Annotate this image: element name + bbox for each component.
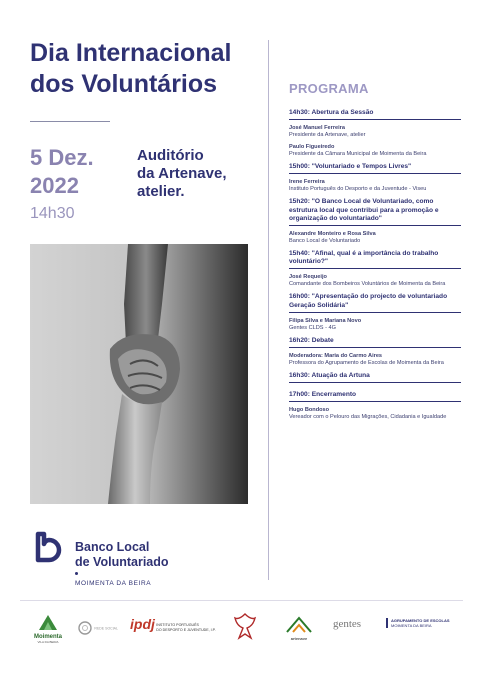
session-speaker: [289, 407, 461, 421]
session-speaker: [289, 231, 461, 245]
venue-line-1: Auditório: [137, 147, 204, 164]
speaker-name: José Requeijo: [289, 274, 327, 281]
speaker-name: Hugo Bondoso: [289, 407, 330, 414]
agrupamento-text-2: MOIMENTA DA BEIRA: [391, 623, 432, 628]
programa-session: [289, 391, 461, 421]
title-divider: [30, 121, 110, 122]
agrupamento-text-1: AGRUPAMENTO DE ESCOLAS: [391, 618, 450, 623]
speaker-role: Instituto Português do Desporto e da Juventude - Viseu: [289, 186, 427, 193]
programa-session: [289, 337, 461, 367]
title-line-2: dos Voluntários: [30, 70, 218, 98]
banco-name: [75, 540, 169, 570]
session-speaker: [289, 179, 461, 193]
programa-list: [289, 109, 461, 426]
ipdj-text-1: INSTITUTO PORTUGUÊS: [156, 622, 199, 627]
speaker-role: Professora do Agrupamento de Escolas de Moimenta da Beira: [289, 360, 444, 367]
session-heading: 16h00: "Apresentação do projecto de voluntariado Geração Solidária": [289, 293, 461, 312]
gentes-text: gentes: [332, 618, 362, 630]
date-day: 5 Dez.: [30, 145, 94, 170]
programa-session: [289, 293, 461, 331]
session-heading: 16h20: Debate: [289, 337, 461, 348]
title-line-1: Dia Internacional: [30, 39, 232, 67]
rede-social-text: REDE SOCIAL: [94, 626, 118, 631]
column-divider: [268, 40, 269, 580]
rede-social-logo: [70, 620, 125, 636]
date-year: 2022: [30, 173, 79, 198]
session-speaker: [289, 274, 461, 288]
banco-dot: [75, 572, 78, 575]
banco-line-1: Banco Local: [75, 540, 150, 554]
speaker-name: Irene Ferreira: [289, 179, 325, 186]
programa-session: [289, 372, 461, 383]
session-heading: 15h40: "Afinal, qual é a importância do trabalho voluntário?": [289, 250, 461, 269]
artenave-text: artenave: [290, 636, 308, 641]
speaker-role: Gentes CLDS - 4G: [289, 324, 336, 331]
session-speaker: [289, 353, 461, 367]
speaker-name: Paulo Figueiredo: [289, 144, 335, 151]
venue-line-2: da Artenave,: [137, 165, 227, 182]
event-time: 14h30: [30, 205, 75, 222]
session-heading: 15h00: "Voluntariado e Tempos Livres": [289, 163, 461, 174]
page-title: [30, 38, 231, 100]
speaker-role: Vereador com o Pelouro das Migrações, Cidadania e Igualdade: [289, 414, 447, 421]
speaker-role: Banco Local de Voluntariado: [289, 238, 361, 245]
banco-heart-logo: [30, 530, 68, 573]
banco-subtitle: MOIMENTA DA BEIRA: [75, 580, 152, 587]
speaker-role: Comandante dos Bombeiros Voluntários de Moimenta da Beira: [289, 281, 446, 288]
session-speaker: [289, 318, 461, 332]
phoenix-crest-logo: [230, 612, 260, 644]
programa-heading: PROGRAMA: [289, 81, 369, 96]
session-heading: 15h20: "O Banco Local de Voluntariado, como estrutura local que contribui para a promoção e organização do voluntariado": [289, 198, 461, 226]
programa-session: [289, 163, 461, 193]
speaker-name: Alexandre Monteiro e Rosa Silva: [289, 231, 376, 238]
speaker-role: Presidente da Artenave, atelier: [289, 132, 366, 139]
banco-line-2: de Voluntariado: [75, 555, 169, 569]
ipdj-logo: [130, 616, 220, 633]
event-date: [30, 144, 94, 200]
gentes-logo: [322, 618, 372, 630]
speaker-name: Moderadora: Maria do Carmo Aires: [289, 353, 383, 360]
hands-photo: [30, 244, 248, 504]
session-speaker: [289, 125, 461, 139]
speaker-name: José Manuel Ferreira: [289, 125, 345, 132]
ipdj-mark: ipdj: [130, 616, 155, 632]
moimenta-logo: [28, 612, 68, 644]
session-heading: 14h30: Abertura da Sessão: [289, 109, 461, 120]
event-venue: [137, 147, 226, 201]
logos-divider: [20, 600, 463, 601]
speaker-name: Filipa Silva e Mariana Novo: [289, 317, 362, 324]
session-speaker: [289, 144, 461, 158]
programa-session: [289, 250, 461, 288]
session-heading: 17h00: Encerramento: [289, 391, 461, 402]
programa-session: [289, 198, 461, 245]
artenave-logo: [282, 616, 316, 641]
moimenta-text: Moimenta: [33, 634, 62, 640]
speaker-role: Presidente da Câmara Municipal de Moimenta da Beira: [289, 151, 427, 158]
session-heading: 16h30: Atuação da Artuna: [289, 372, 461, 383]
agrupamento-logo: [386, 618, 471, 628]
moimenta-sub: VILA DA BEIRA: [37, 640, 59, 644]
programa-session: [289, 109, 461, 158]
ipdj-text-2: DO DESPORTO E JUVENTUDE, I.P.: [156, 627, 216, 632]
venue-line-3: atelier.: [137, 183, 185, 200]
